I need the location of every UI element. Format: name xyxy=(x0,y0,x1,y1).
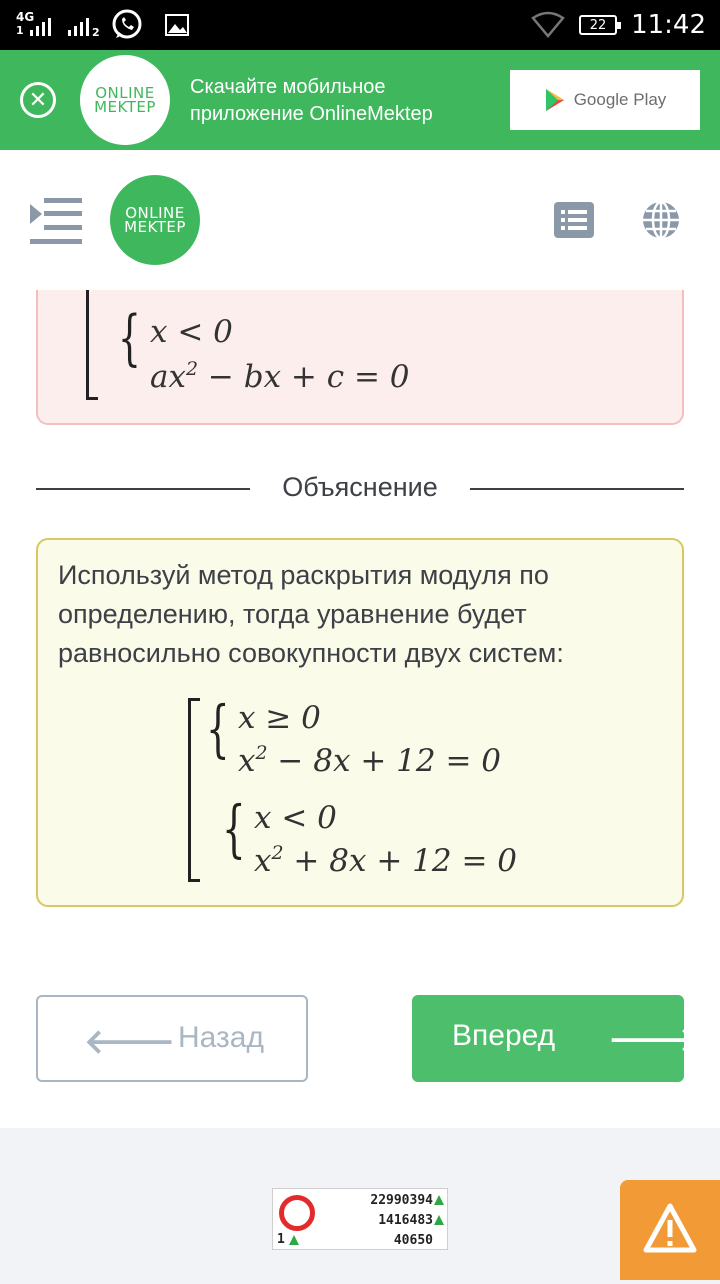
whatsapp-icon xyxy=(110,8,144,42)
up-arrow-icon xyxy=(434,1195,444,1205)
signal-icon xyxy=(66,14,94,38)
battery-indicator xyxy=(579,15,617,35)
system1-equation: $x^2 - 8x + 12 = 0$ xyxy=(238,742,502,779)
google-play-label: Google Play xyxy=(573,90,667,109)
gallery-icon xyxy=(164,13,190,37)
math-brace: { xyxy=(222,792,246,865)
google-play-icon xyxy=(544,88,566,112)
close-promo-button[interactable] xyxy=(20,82,56,118)
answer-box xyxy=(36,270,684,425)
arrow-right-icon: 🡒 xyxy=(608,1020,700,1060)
next-button-label: Вперед xyxy=(452,1019,556,1052)
promo-text: Скачайте мобильное приложение OnlineMektep xyxy=(190,76,433,125)
math-line: $ax^2$ − bx + c = 0 xyxy=(150,358,410,395)
promo-logo xyxy=(80,55,170,145)
google-play-button[interactable] xyxy=(510,70,700,130)
site-header xyxy=(0,150,720,290)
clock: 11:42 xyxy=(631,10,706,40)
close-icon: ✕ xyxy=(28,87,48,113)
system2-condition: x < 0 xyxy=(254,800,337,836)
explanation-box xyxy=(36,538,684,907)
logo-text: MEKTEP xyxy=(124,218,186,236)
counter-today: 40650 xyxy=(393,1233,433,1248)
status-bar xyxy=(0,0,720,50)
back-button[interactable] xyxy=(36,995,308,1082)
counter-logo-icon xyxy=(279,1195,315,1231)
counter-month: 1416483 xyxy=(378,1213,433,1228)
logo-text: ONLINE xyxy=(125,204,185,222)
counter-online: 1 xyxy=(277,1232,285,1247)
up-arrow-icon xyxy=(289,1235,299,1245)
wifi-icon xyxy=(531,12,565,38)
globe-icon[interactable] xyxy=(641,200,681,240)
math-bracket xyxy=(86,272,98,400)
app-promo-banner xyxy=(0,50,720,150)
battery-level: 22 xyxy=(589,17,607,33)
logo-text: ONLINE xyxy=(95,84,155,102)
back-button-label: Назад xyxy=(178,1021,264,1054)
menu-icon[interactable] xyxy=(30,198,82,244)
system1-condition: x ≥ 0 xyxy=(238,700,321,736)
up-arrow-icon xyxy=(434,1215,444,1225)
visit-counter[interactable] xyxy=(272,1188,448,1250)
sim2-index: 2 xyxy=(92,26,100,39)
arrow-left-icon: 🡐 xyxy=(84,1022,176,1062)
counter-total: 22990394 xyxy=(370,1193,433,1208)
sim1-index: 1 xyxy=(16,24,24,37)
site-logo[interactable] xyxy=(110,175,200,265)
warning-icon xyxy=(620,1180,720,1280)
explanation-divider xyxy=(36,468,684,508)
list-icon[interactable] xyxy=(554,202,594,238)
main-content xyxy=(0,290,720,1128)
explanation-heading: Объяснение xyxy=(282,472,438,502)
network-type: 4G xyxy=(16,10,35,24)
math-line: x < 0 xyxy=(150,314,233,350)
math-brace: { xyxy=(118,303,141,373)
logo-text: MEKTEP xyxy=(94,98,156,116)
explanation-text: Используй метод раскрытия модуля по определению, тогда уравнение будет равносильно совокупности двух систем: xyxy=(58,560,564,668)
math-brace: { xyxy=(206,692,230,765)
math-bracket xyxy=(188,698,200,882)
report-button[interactable] xyxy=(620,1180,720,1280)
signal-icon xyxy=(28,14,56,38)
system2-equation: $x^2 + 8x + 12 = 0$ xyxy=(254,842,518,879)
next-button[interactable] xyxy=(412,995,700,1082)
